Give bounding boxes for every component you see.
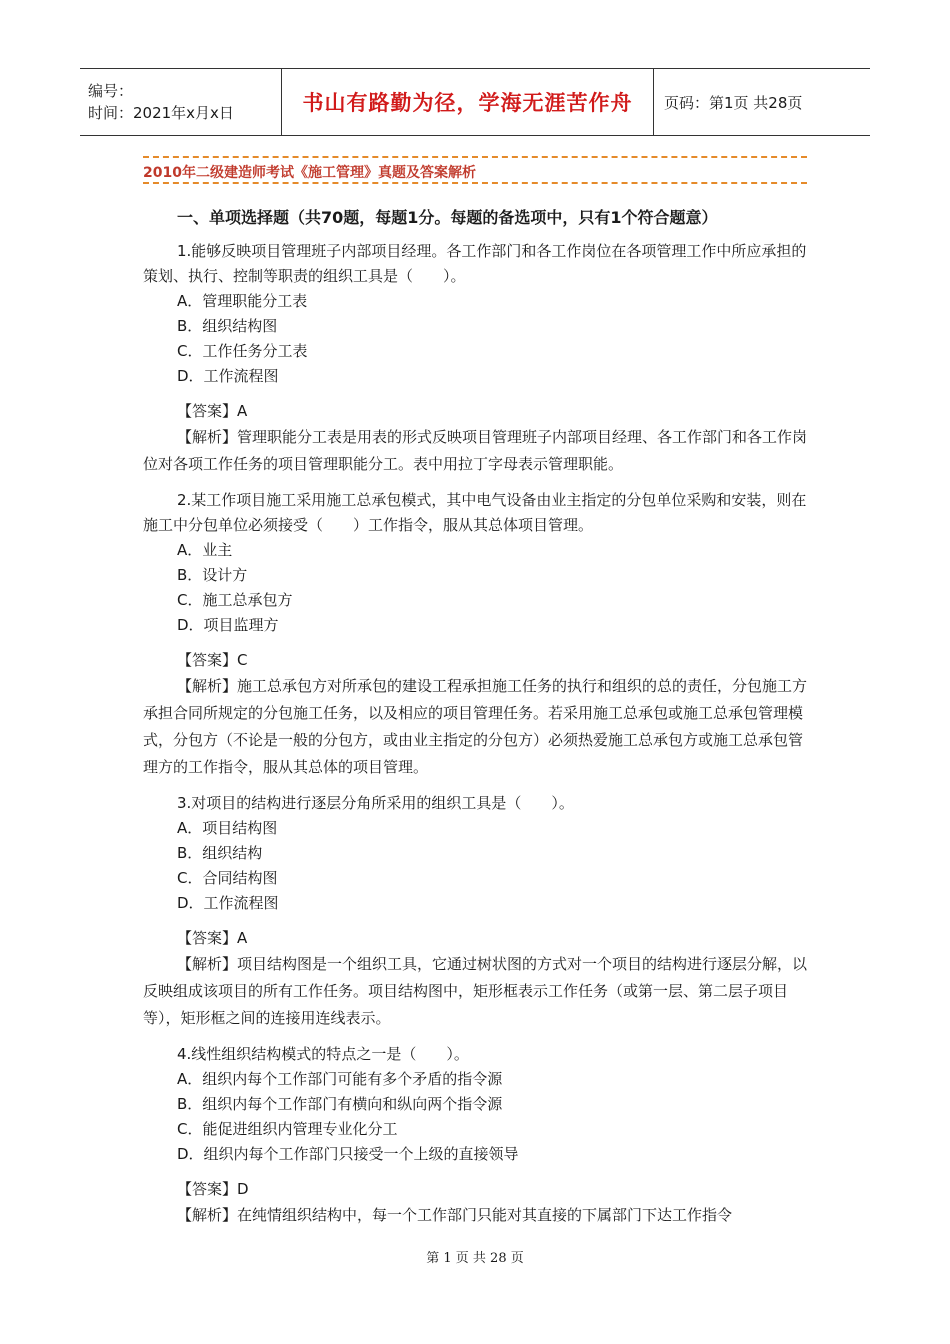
question-text: 1.能够反映项目管理班子内部项目经理。各工作部门和各工作岗位在各项管理工作中所应承担的策划、执行、控制等职责的组织工具是（ ）。 [143, 242, 807, 285]
document-body [143, 205, 808, 1239]
page-header [80, 68, 870, 136]
document-title: 2010年二级建造师考试《施工管理》真题及答案解析 [143, 165, 476, 181]
answer: 【答案】A [177, 929, 248, 947]
answer: 【答案】C [177, 651, 248, 669]
answer: 【答案】A [177, 402, 248, 420]
option-a: A．管理职能分工表 [177, 292, 308, 310]
section-heading: 一、单项选择题（共70题，每题1分。每题的备选项中，只有1个符合题意） [177, 208, 718, 227]
serial-label: 编号： [88, 82, 134, 100]
header-left-cell [80, 69, 282, 135]
option-d: D．工作流程图 [177, 367, 279, 385]
option-c: C．工作任务分工表 [177, 342, 308, 360]
explanation: 【解析】管理职能分工表是用表的形式反映项目管理班子内部项目经理、各工作部门和各工作岗位对各项工作任务的项目管理职能分工。表中用拉丁字母表示管理职能。 [143, 428, 808, 473]
divider-top [143, 156, 807, 158]
header-page-info: 页码：第1页 共28页 [664, 93, 803, 112]
question-3 [143, 791, 808, 1032]
option-a: A．组织内每个工作部门可能有多个矛盾的指令源 [177, 1070, 503, 1088]
motto: 书山有路勤为径，学海无涯苦作舟 [302, 91, 633, 115]
option-b: B．组织结构图 [177, 317, 278, 335]
option-d: D．工作流程图 [177, 894, 279, 912]
option-b: B．组织内每个工作部门有横向和纵向两个指令源 [177, 1095, 503, 1113]
option-d: D．组织内每个工作部门只接受一个上级的直接领导 [177, 1145, 519, 1163]
explanation: 【解析】项目结构图是一个组织工具，它通过树状图的方式对一个项目的结构进行逐层分解，以反映组成该项目的所有工作任务。项目结构图中，矩形框表示工作任务（或第一层、第二层子项目等），矩形框之间的连接用连线表示。 [143, 955, 808, 1027]
explanation: 【解析】在纯情组织结构中，每一个工作部门只能对其直接的下属部门下达工作指令 [177, 1206, 733, 1224]
option-a: A．项目结构图 [177, 819, 278, 837]
explanation: 【解析】施工总承包方对所承包的建设工程承担施工任务的执行和组织的总的责任，分包施工方承担合同所规定的分包施工任务，以及相应的项目管理任务。若采用施工总承包或施工总承包管理模式，分包方（不论是一般的分包方，或由业主指定的分包方）必须热爱施工总承包方或施工总承包管理方的工作指令，服从其总体的项目管理。 [143, 677, 808, 776]
question-4 [143, 1042, 808, 1229]
option-c: C．能促进组织内管理专业化分工 [177, 1120, 398, 1138]
question-2 [143, 488, 808, 781]
option-a: A．业主 [177, 541, 233, 559]
date-label: 时间：2021年x月x日 [88, 104, 234, 122]
option-b: B．组织结构 [177, 844, 263, 862]
question-text: 4.线性组织结构模式的特点之一是（ ）。 [177, 1045, 469, 1063]
answer: 【答案】D [177, 1180, 249, 1198]
header-motto-cell [282, 69, 654, 135]
divider-bottom [143, 182, 807, 184]
option-b: B．设计方 [177, 566, 248, 584]
question-text: 3.对项目的结构进行逐层分角所采用的组织工具是（ ）。 [177, 794, 574, 812]
question-1 [143, 239, 808, 478]
page-footer: 第 1 页 共 28 页 [426, 1251, 524, 1266]
question-text: 2.某工作项目施工采用施工总承包模式，其中电气设备由业主指定的分包单位采购和安装，则在施工中分包单位必须接受（ ）工作指令，服从其总体项目管理。 [143, 491, 807, 534]
option-d: D．项目监理方 [177, 616, 279, 634]
option-c: C．合同结构图 [177, 869, 278, 887]
option-c: C．施工总承包方 [177, 591, 293, 609]
